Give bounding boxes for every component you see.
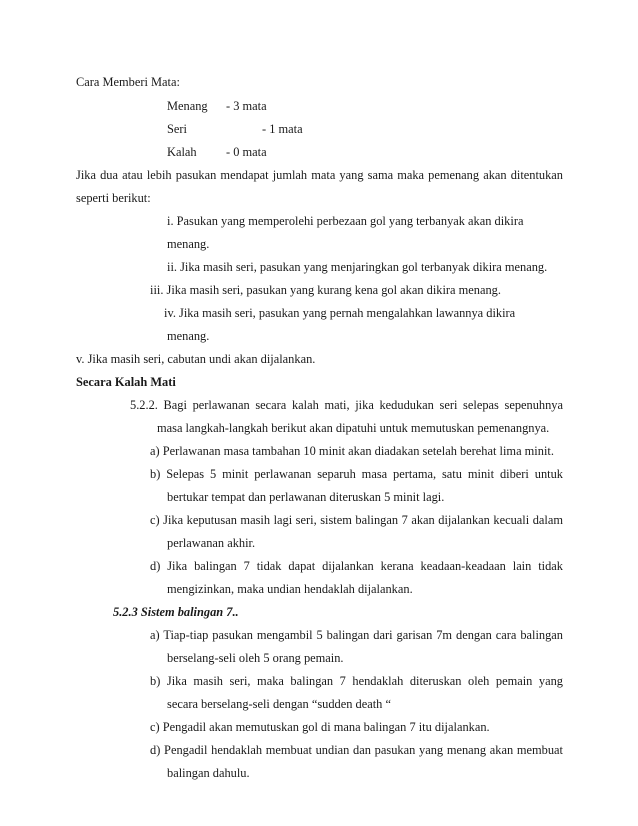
rule-i-line-1: i. Pasukan yang memperolehi perbezaan gol yang terbanyak akan dikira (167, 214, 524, 228)
bal-item-d-line-1: d) Pengadil hendaklah membuat undian dan pasukan yang menang akan membuat (150, 743, 563, 757)
section-522-line-1: 5.2.2. Bagi perlawanan secara kalah mati, jika kedudukan seri selepas sepenuhnya (130, 398, 563, 412)
km-item-a: a) Perlawanan masa tambahan 10 minit akan diadakan setelah berehat lima minit. (150, 444, 554, 458)
score-value-win: - 3 mata (226, 99, 267, 113)
rule-iii: iii. Jika masih seri, pasukan yang kurang kena gol akan dikira menang. (150, 283, 501, 297)
score-label-win: Menang (167, 99, 208, 113)
rule-v: v. Jika masih seri, cabutan undi akan dijalankan. (76, 352, 316, 366)
balingan-heading: 5.2.3 Sistem balingan 7.. (113, 605, 239, 619)
bal-item-b-line-2: secara berselang-seli dengan “sudden death “ (167, 697, 391, 711)
km-item-b-line-2: bertukar tempat dan perlawanan diteruskan 5 minit lagi. (167, 490, 445, 504)
rule-ii: ii. Jika masih seri, pasukan yang menjaringkan gol terbanyak dikira menang. (167, 260, 548, 274)
km-item-b-line-1: b) Selepas 5 minit perlawanan separuh masa pertama, satu minit diberi untuk (150, 467, 563, 481)
scoring-heading: Cara Memberi Mata: (76, 75, 180, 89)
score-label-draw: Seri (167, 122, 187, 136)
bal-item-c: c) Pengadil akan memutuskan gol di mana balingan 7 itu dijalankan. (150, 720, 490, 734)
score-value-draw: - 1 mata (262, 122, 303, 136)
rule-iv-line-1: iv. Jika masih seri, pasukan yang pernah mengalahkan lawannya dikira (164, 306, 516, 320)
bal-item-a-line-2: berselang-seli oleh 5 orang pemain. (167, 651, 344, 665)
km-item-c-line-1: c) Jika keputusan masih lagi seri, sistem balingan 7 akan dijalankan kecuali dalam (150, 513, 563, 527)
tie-intro-line-1: Jika dua atau lebih pasukan mendapat jumlah mata yang sama maka pemenang akan ditentukan (76, 168, 563, 182)
section-522-line-2: masa langkah-langkah berikut akan dipatuhi untuk memutuskan pemenangnya. (157, 421, 550, 435)
score-value-lose: - 0 mata (226, 145, 267, 159)
km-item-d-line-2: mengizinkan, maka undian hendaklah dijalankan. (167, 582, 413, 596)
kalah-mati-heading: Secara Kalah Mati (76, 375, 176, 389)
rule-i-line-2: menang. (167, 237, 210, 251)
rule-iv-line-2: menang. (167, 329, 210, 343)
bal-item-d-line-2: balingan dahulu. (167, 766, 250, 780)
km-item-c-line-2: perlawanan akhir. (167, 536, 256, 550)
km-item-d-line-1: d) Jika balingan 7 tidak dapat dijalankan kerana keadaan-keadaan lain tidak (150, 559, 563, 573)
tie-intro-line-2: seperti berikut: (76, 191, 151, 205)
bal-item-a-line-1: a) Tiap-tiap pasukan mengambil 5 balingan dari garisan 7m dengan cara balingan (150, 628, 563, 642)
bal-item-b-line-1: b) Jika masih seri, maka balingan 7 hendaklah diteruskan oleh pemain yang (150, 674, 563, 688)
score-label-lose: Kalah (167, 145, 197, 159)
